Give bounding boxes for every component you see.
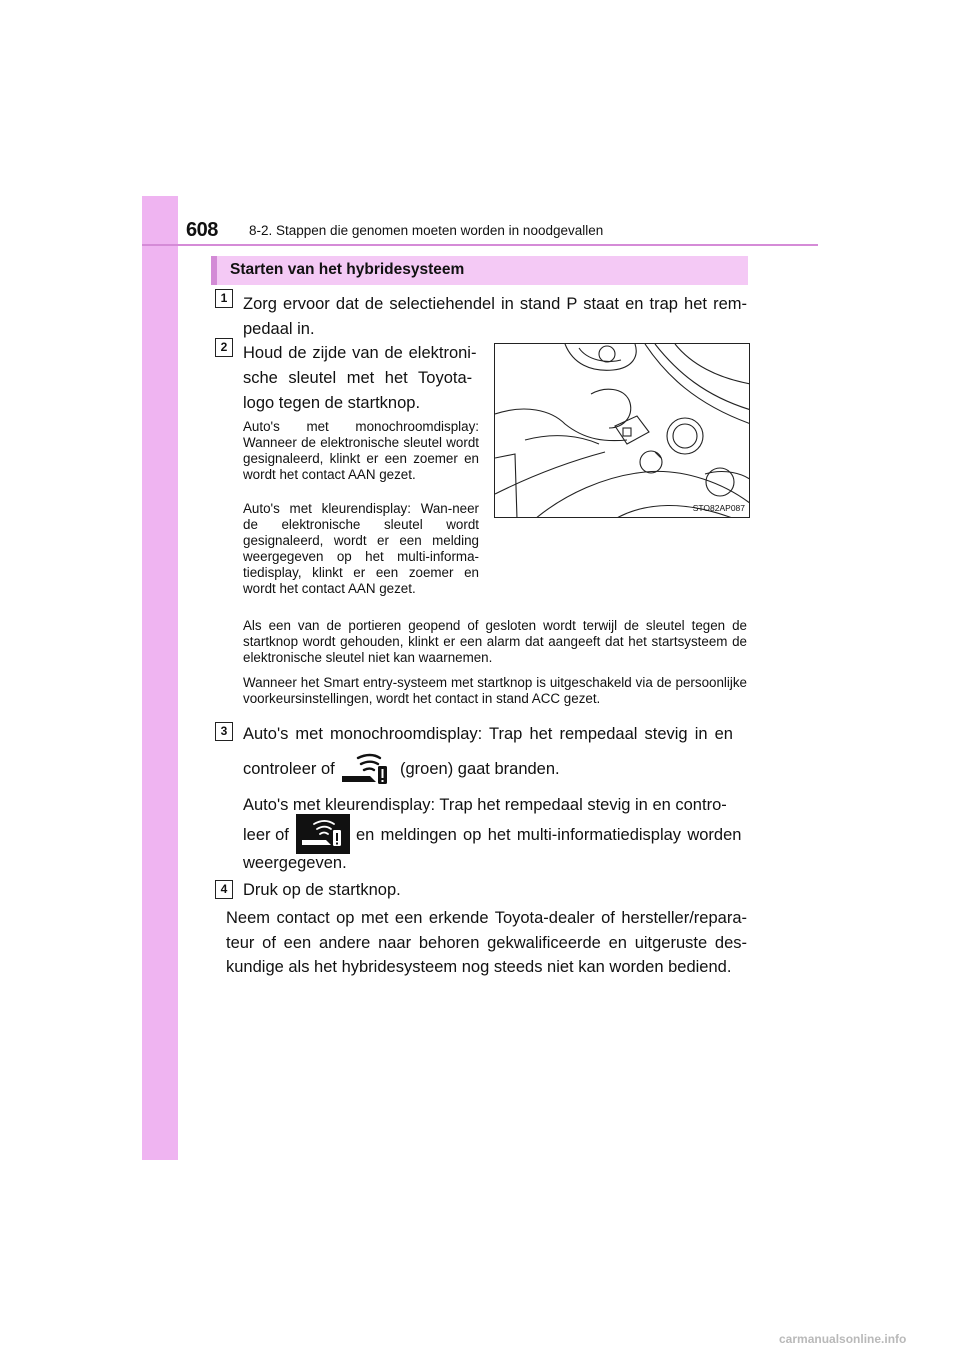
step-3-line-4a: leer of bbox=[243, 826, 289, 844]
page-number: 608 bbox=[186, 219, 218, 241]
note-smart-entry: Wanneer het Smart entry-systeem met startknop is uitgeschakeld via de persoonlijke voorkeursinstellingen, wordt het contact in stand ACC gezet. bbox=[243, 675, 747, 706]
step-number-4: 4 bbox=[215, 880, 233, 899]
key-start-button-drawing bbox=[495, 344, 750, 518]
step-2-line-1: Houd de zijde van de elektroni- bbox=[243, 344, 477, 362]
step-number-1: 1 bbox=[215, 289, 233, 308]
step-2-line-2: sche sleutel met het Toyota- bbox=[243, 369, 473, 387]
step-3-line-2b: (groen) gaat branden. bbox=[400, 760, 560, 778]
key-indicator-dark-icon bbox=[296, 814, 350, 854]
note-color-display: Auto's met kleurendisplay: Wan-neer de elektronische sleutel wordt gesignaleerd, wordt er een melding weergegeven op het multi-informa-tiedisplay, klinkt er een zoemer en wordt het contact AAN gezet. bbox=[243, 501, 479, 596]
key-indicator-icon bbox=[340, 752, 392, 786]
step-4-text: Druk op de startknop. bbox=[243, 881, 401, 899]
section-heading bbox=[211, 256, 748, 285]
step-2-line-3: logo tegen de startknop. bbox=[243, 394, 421, 412]
figure-code: STO82AP087 bbox=[692, 503, 745, 513]
step-number-3: 3 bbox=[215, 722, 233, 741]
section-title: 8-2. Stappen die genomen moeten worden in noodgevallen bbox=[249, 223, 604, 238]
step-3-line-3: Auto's met kleurendisplay: Trap het rempedaal stevig in en contro- bbox=[243, 796, 727, 814]
note-door-alarm: Als een van de portieren geopend of gesloten wordt terwijl de sleutel tegen de startknop wordt gehouden, klinkt er een alarm dat aangeeft dat het startsysteem de elektronische sleutel niet kan waarnemen. bbox=[243, 618, 747, 665]
note-monochrome: Auto's met monochroomdisplay: Wanneer de elektronische sleutel wordt gesignaleerd, klinkt er een zoemer en wordt het contact AAN gezet. bbox=[243, 419, 479, 482]
step-3-line-4b: en meldingen op het multi-informatiedisplay worden bbox=[356, 826, 742, 844]
illustration-key-on-start-button bbox=[494, 343, 750, 518]
chapter-sidebar bbox=[142, 196, 178, 1160]
step-1-text: Zorg ervoor dat de selectiehendel in stand P staat en trap het rem-pedaal in. bbox=[243, 295, 747, 338]
step-number-2: 2 bbox=[215, 338, 233, 357]
step-3-line-2a: controleer of bbox=[243, 760, 335, 778]
footer-watermark: carmanualsonline.info bbox=[779, 1332, 907, 1346]
heading-text: Starten van het hybridesysteem bbox=[230, 261, 465, 278]
closing-paragraph: Neem contact op met een erkende Toyota-dealer of hersteller/repara-teur of een andere naar behoren gekwalificeerde en uitgeruste des-kundige als het hybridesysteem nog steeds niet kan worden bediend. bbox=[226, 909, 747, 976]
step-3-line-5: weergegeven. bbox=[243, 854, 347, 872]
step-3-line-1: Auto's met monochroomdisplay: Trap het rempedaal stevig in en bbox=[243, 725, 733, 743]
header-divider bbox=[142, 244, 818, 246]
